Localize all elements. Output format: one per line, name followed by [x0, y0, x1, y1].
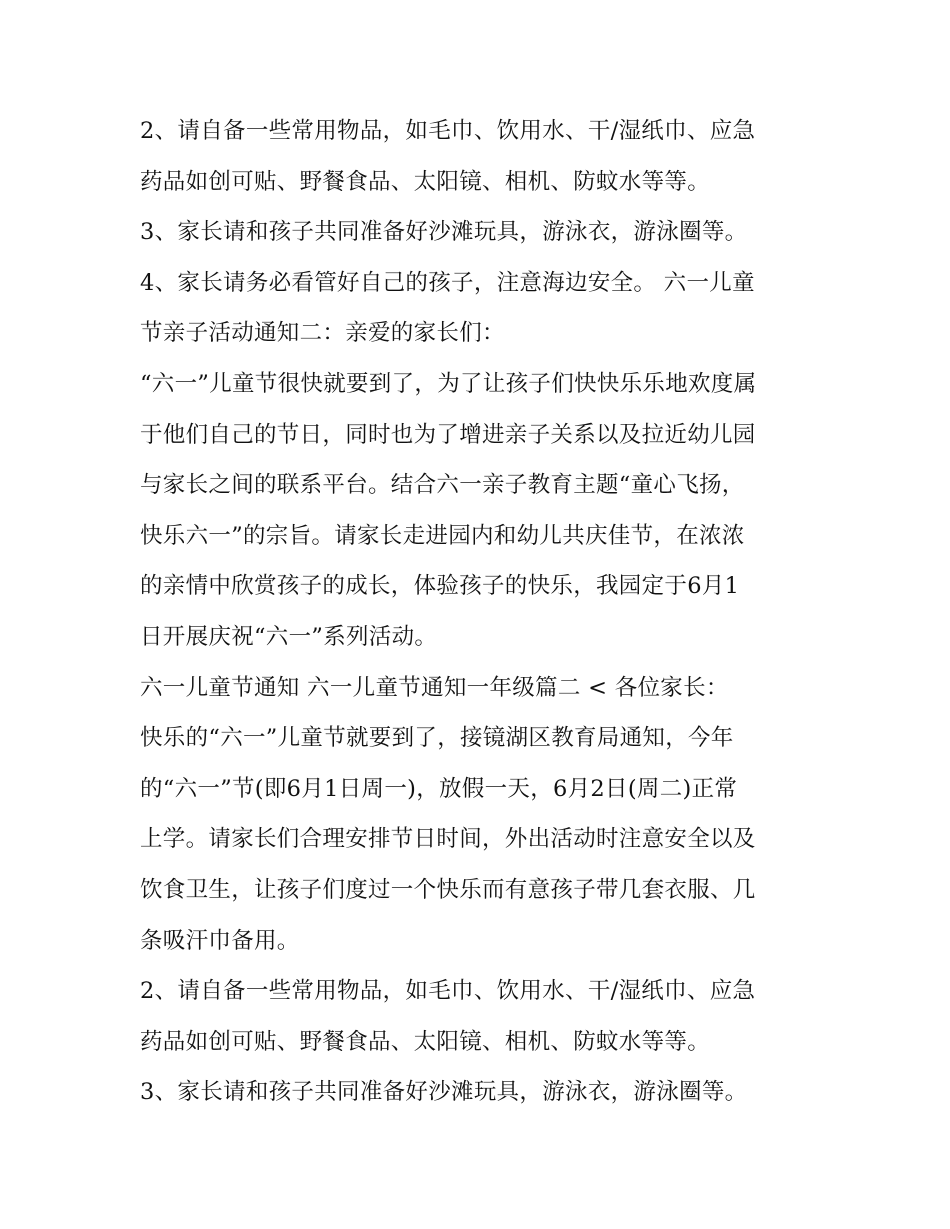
text-line: 药品如创可贴、野餐食品、太阳镜、相机、防蚊水等等。	[140, 168, 711, 195]
text-line: 条吸汗巾备用。	[140, 927, 300, 954]
text-line: 节亲子活动通知二：亲爱的家长们：	[140, 320, 505, 347]
text-line: 快乐的“六一”儿童节就要到了，接镜湖区教育局通知，今年	[140, 725, 734, 752]
text-line: 3、家长请和孩子共同准备好沙滩玩具，游泳衣，游泳圈等。	[140, 219, 748, 246]
text-line: 3、家长请和孩子共同准备好沙滩玩具，游泳衣，游泳圈等。	[140, 1079, 748, 1106]
text-line: 饮食卫生，让孩子们度过一个快乐而有意孩子带几套衣服、几	[140, 876, 756, 903]
text-line: 六一儿童节通知 六一儿童节通知一年级篇二 < 各位家长：	[140, 674, 729, 701]
text-line: 日开展庆祝“六一”系列活动。	[140, 623, 438, 650]
text-line: 于他们自己的节日，同时也为了增进亲子关系以及拉近幼儿园	[140, 421, 756, 448]
text-line: 药品如创可贴、野餐食品、太阳镜、相机、防蚊水等等。	[140, 1028, 711, 1055]
text-line: 与家长之间的联系平台。结合六一亲子教育主题“童心飞扬，	[140, 472, 745, 499]
text-line: 4、家长请务必看管好自己的孩子，注意海边安全。 六一儿童	[140, 269, 755, 296]
text-line: 的亲情中欣赏孩子的成长，体验孩子的快乐，我园定于6月1	[140, 573, 740, 600]
document-body	[140, 106, 820, 1118]
text-line: 2、请自备一些常用物品，如毛巾、饮用水、干/湿纸巾、应急	[140, 978, 756, 1005]
text-line: 2、请自备一些常用物品，如毛巾、饮用水、干/湿纸巾、应急	[140, 118, 756, 144]
text-line: 的“六一”节(即6月1日周一)，放假一天，6月2日(周二)正常	[140, 775, 738, 802]
text-line: 上学。请家长们合理安排节日时间，外出活动时注意安全以及	[140, 826, 756, 853]
text-line: 快乐六一”的宗旨。请家长走进园内和幼儿共庆佳节，在浓浓	[140, 522, 745, 549]
text-line: “六一”儿童节很快就要到了，为了让孩子们快快乐乐地欢度属	[140, 370, 757, 397]
